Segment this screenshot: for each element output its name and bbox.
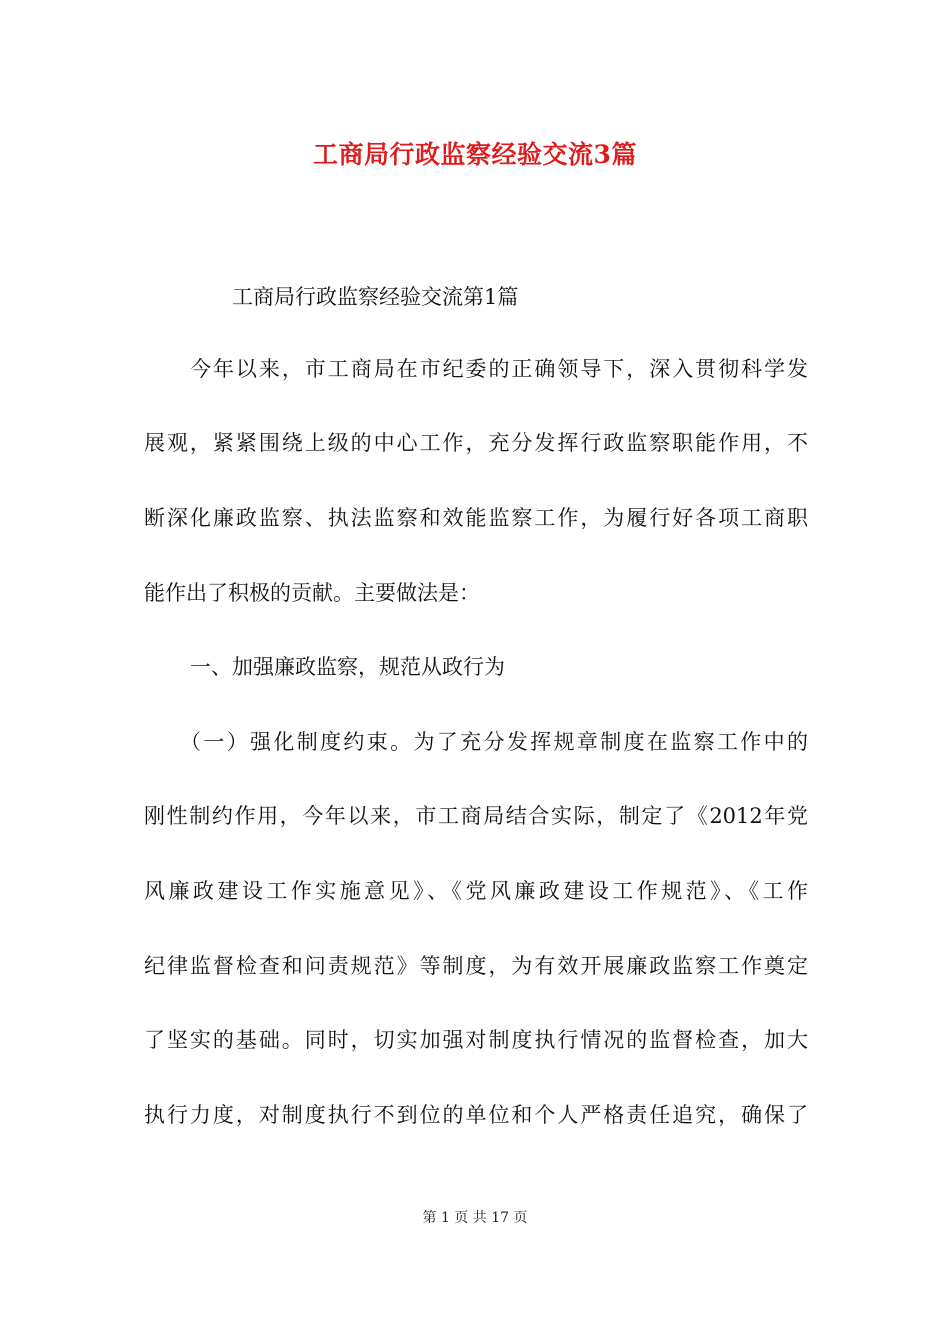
section-heading: 工商局行政监察经验交流第1篇: [232, 285, 519, 309]
paragraph-line: 能作出了积极的贡献。主要做法是：: [144, 581, 480, 605]
paragraph-line: 执行力度，对制度执行不到位的单位和个人严格责任追究，确保了: [144, 1103, 808, 1127]
paragraph-line: 刚性制约作用，今年以来，市工商局结合实际，制定了《2012年党: [144, 804, 808, 828]
paragraph-line: 断深化廉政监察、执法监察和效能监察工作，为履行好各项工商职: [144, 506, 808, 530]
paragraph-line: 了坚实的基础。同时，切实加强对制度执行情况的监督检查，加大: [144, 1028, 808, 1052]
paragraph-line: 纪律监督检查和问责规范》等制度，为有效开展廉政监察工作奠定: [144, 954, 808, 978]
paragraph-line: 今年以来，市工商局在市纪委的正确领导下，深入贯彻科学发: [190, 357, 808, 381]
section-item-heading: 一、加强廉政监察，规范从政行为: [190, 655, 505, 679]
paragraph-line: 展观，紧紧围绕上级的中心工作，充分发挥行政监察职能作用，不: [144, 431, 808, 455]
page-number-footer: 第 1 页 共 17 页: [422, 1210, 528, 1226]
paragraph-line: 风廉政建设工作实施意见》、《党风廉政建设工作规范》、《工作: [144, 879, 808, 903]
paragraph-line: （一）强化制度约束。为了充分发挥规章制度在监察工作中的: [180, 730, 808, 754]
document-title: 工商局行政监察经验交流3篇: [313, 140, 637, 169]
